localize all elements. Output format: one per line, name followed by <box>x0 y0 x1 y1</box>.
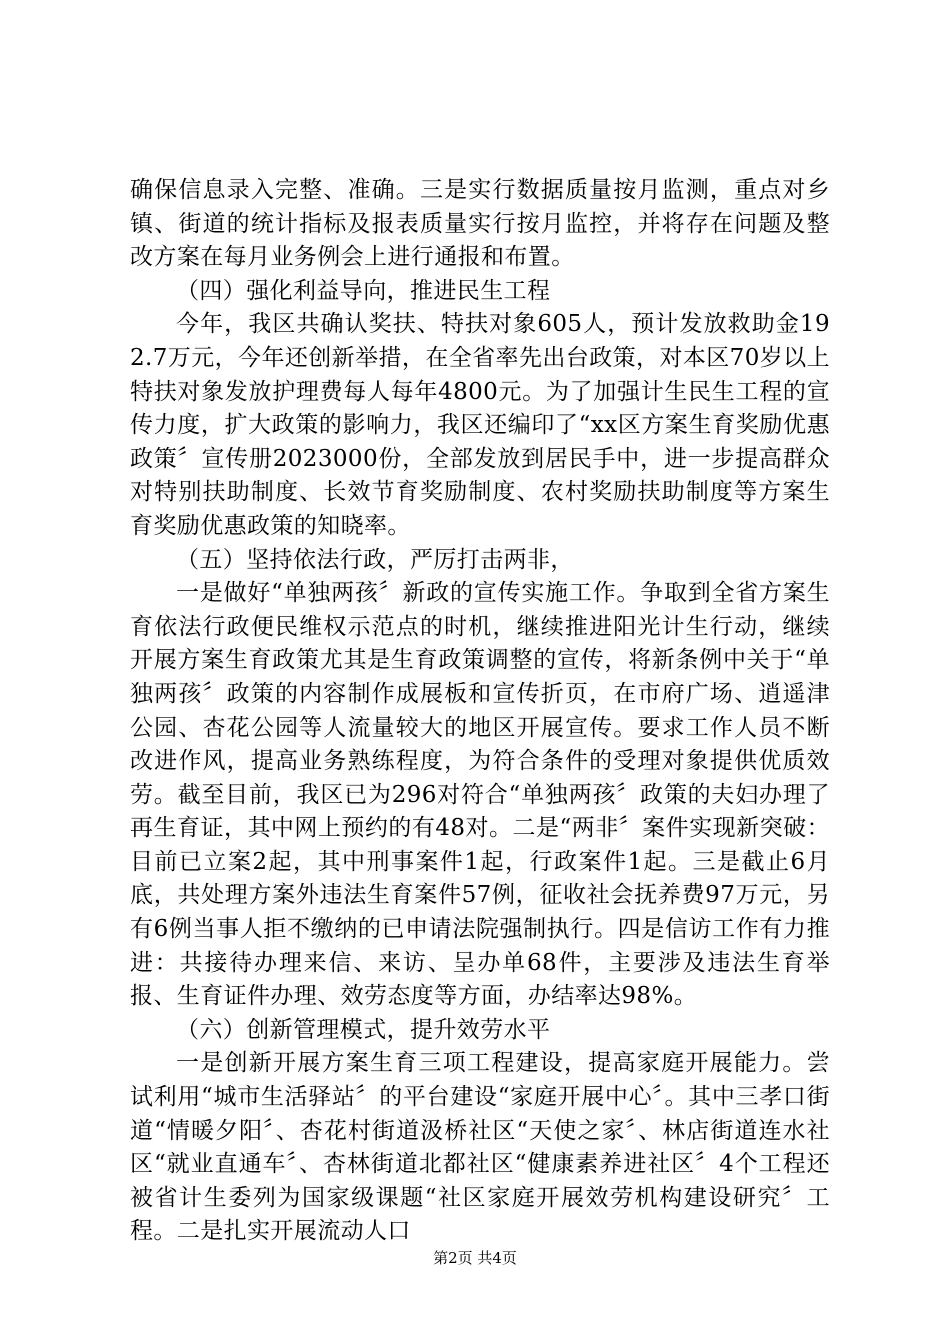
section-heading-4: （四）强化利益导向，推进民生工程 <box>176 277 551 304</box>
section-heading-5: （五）坚持依法行政，严厉打击两非， <box>176 546 574 573</box>
document-body <box>130 174 830 1249</box>
section-heading-6: （六）创新管理模式，提升效劳水平 <box>176 1016 551 1043</box>
paragraph-section-5: 一是做好“单独两孩〞新政的宣传实施工作。争取到全省方案生育依法行政便民维权示范点的时机，继续推进阳光计生行动，继续开展方案生育政策尤其是生育政策调整的宣传，将新条例中关于“单独两孩〞政策的内容制作成展板和宣传折页，在市府广场、逍遥津公园、杏花公园等人流量较大的地区开展宣传。要求工作人员不断改进作风，提高业务熟练程度，为符合条件的受理对象提供优质效劳。截至目前，我区已为296对符合“单独两孩〞政策的夫妇办理了再生育证，其中网上预约的有48对。二是“两非〞案件实现新突破：目前已立案2起，其中刑事案件1起，行政案件1起。三是截止6月底，共处理方案外违法生育案件57例，征收社会抚养费97万元，另有6例当事人拒不缴纳的已申请法院强制执行。四是信访工作有力推进：共接待办理来信、来访、呈办单68件，主要涉及违法生育举报、生育证件办理、效劳态度等方面，办结率达98%。 <box>130 580 830 1010</box>
paragraph-continuation: 确保信息录入完整、准确。三是实行数据质量按月监测，重点对乡镇、街道的统计指标及报表质量实行按月监控，并将存在问题及整改方案在每月业务例会上进行通报和布置。 <box>130 177 830 271</box>
paragraph-section-6: 一是创新开展方案生育三项工程建设，提高家庭开展能力。尝试利用“城市生活驿站〞的平台建设“家庭开展中心〞。其中三孝口街道“情暖夕阳〞、杏花村街道汲桥社区“天使之家〞、林店街道连水社区“就业直通车〞、杏林街道北都社区“健康素养进社区〞4个工程还被省计生委列为国家级课题“社区家庭开展效劳机构建设研究〞工程。二是扎实开展流动人口 <box>130 1050 830 1245</box>
page-number-footer: 第2页 共4页 <box>433 1249 517 1267</box>
paragraph-section-4: 今年，我区共确认奖扶、特扶对象605人，预计发放救助金192.7万元，今年还创新举措，在全省率先出台政策，对本区70岁以上特扶对象发放护理费每人每年4800元。为了加强计生民生工程的宣传力度，扩大政策的影响力，我区还编印了“xx区方案生育奖励优惠政策〞宣传册2023000份，全部发放到居民手中，进一步提高群众对特别扶助制度、长效节育奖励制度、农村奖励扶助制度等方案生育奖励优惠政策的知晓率。 <box>130 311 830 539</box>
